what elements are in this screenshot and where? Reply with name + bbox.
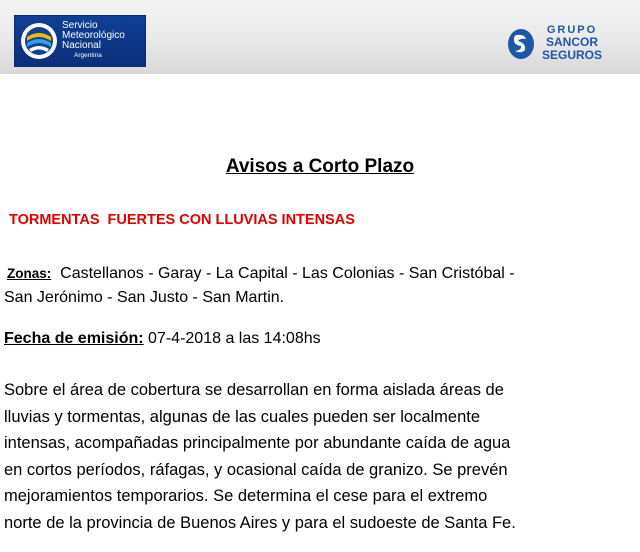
- smn-line-3: Nacional: [62, 40, 101, 51]
- fecha-value: 07-4-2018 a las 14:08hs: [148, 330, 321, 347]
- smn-line-2: Meteorológico: [62, 30, 125, 41]
- sancor-logo: [506, 22, 606, 68]
- body-line-3: intensas, acompañadas principalmente por abundante caída de agua: [4, 434, 511, 452]
- sancor-flame-icon: [506, 26, 536, 60]
- sancor-line-3: SEGUROS: [541, 48, 602, 62]
- zonas-line-2: San Jerónimo - San Justo - San Martin.: [4, 289, 285, 306]
- sancor-line-1: GRUPO: [546, 24, 598, 36]
- body-paragraph: [4, 377, 636, 536]
- page-title: Avisos a Corto Plazo: [225, 156, 415, 177]
- body-line-2: lluvias y tormentas, algunas de las cuales pueden ser localmente: [4, 407, 481, 426]
- zonas-section: [4, 262, 636, 310]
- zonas-line-1: Castellanos - Garay - La Capital - Las Colonias - San Cristóbal -: [60, 265, 515, 282]
- fecha-label: Fecha de emisión:: [4, 330, 144, 347]
- zonas-label: Zonas:: [7, 266, 52, 281]
- body-line-4: en cortos períodos, ráfagas, y ocasional caída de granizo. Se prevén: [4, 460, 508, 479]
- smn-swirl-icon: [19, 21, 59, 61]
- body-line-6: norte de la provincia de Buenos Aires y para el sudoeste de Santa Fe.: [4, 513, 516, 532]
- fecha-row: [4, 330, 321, 348]
- smn-logo-text: [62, 21, 125, 60]
- body-line-5: mejoramientos temporarios. Se determina el cese para el extremo: [4, 487, 488, 505]
- smn-logo: [14, 15, 146, 67]
- alert-heading: TORMENTAS FUERTES CON LLUVIAS INTENSAS: [9, 212, 355, 228]
- body-line-1: Sobre el área de cobertura se desarrollan en forma aislada áreas de: [4, 381, 504, 399]
- zonas-row-1: [4, 262, 636, 286]
- sancor-line-2: SANCOR: [545, 35, 598, 49]
- smn-line-1: Servicio: [62, 20, 98, 31]
- smn-country: Argentina: [74, 52, 102, 59]
- sancor-logo-text: [536, 24, 608, 62]
